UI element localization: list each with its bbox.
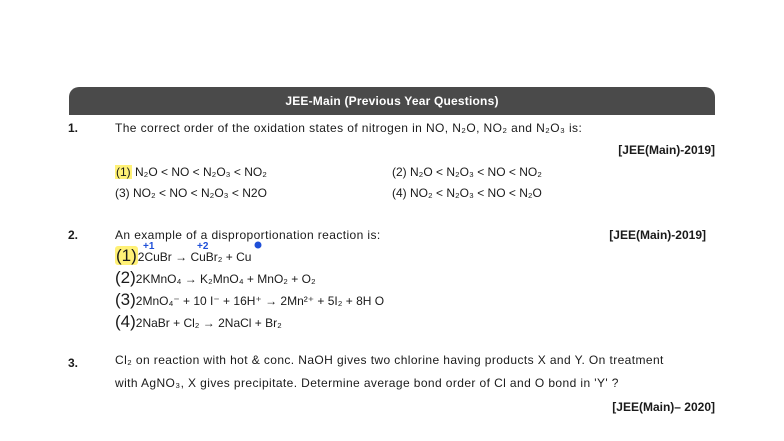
q2-option-2 — [115, 268, 316, 288]
question-2-text: An example of a disproportionation reaction is: — [115, 228, 381, 242]
section-header — [69, 87, 715, 115]
q2-option-2-number: (2) — [115, 268, 136, 287]
q2-option-2-text: 2KMnO₄ → K₂MnO₄ + MnO₂ + O₂ — [135, 272, 316, 286]
question-3-line-1: Cl₂ on reaction with hot & conc. NaOH gives two chlorine having products X and Y. On treatment — [115, 353, 664, 367]
q1-option-1 — [115, 165, 267, 179]
q2-option-1-number: (1) — [116, 246, 137, 265]
question-3-tag: [JEE(Main)– 2020] — [612, 400, 715, 414]
q1-option-3 — [115, 186, 267, 200]
q2-option-1-text: 2CuBr → CuBr₂ + Cu — [137, 250, 252, 264]
question-2-number: 2. — [68, 228, 79, 242]
q2-option-1 — [115, 246, 251, 266]
q1-option-3-number: (3) — [115, 186, 130, 200]
question-1-text: The correct order of the oxidation states of nitrogen in NO, N₂O, NO₂ and N₂O₃ is: — [115, 121, 583, 135]
ink-mark-plus2: +2 — [197, 241, 209, 252]
q1-option-2 — [392, 165, 542, 179]
question-3-number: 3. — [68, 356, 79, 370]
question-1-tag: [JEE(Main)-2019] — [618, 143, 715, 157]
q2-option-4-number: (4) — [115, 312, 136, 331]
q1-option-4-number: (4) — [392, 186, 407, 200]
section-title: JEE-Main (Previous Year Questions) — [285, 94, 499, 108]
q1-option-2-number: (2) — [392, 165, 407, 179]
q2-option-4 — [115, 312, 282, 332]
q2-option-3-text: 2MnO₄⁻ + 10 I⁻ + 16H⁺ → 2Mn²⁺ + 5I₂ + 8H O — [135, 294, 385, 308]
question-1-number: 1. — [68, 121, 79, 135]
question-2-tag: [JEE(Main)-2019] — [609, 228, 706, 242]
q2-option-3 — [115, 290, 384, 310]
ink-mark-zero — [255, 242, 262, 249]
q1-option-3-text: NO₂ < NO < N₂O₃ < N2O — [129, 186, 267, 200]
q1-option-1-text: N₂O < NO < N₂O₃ < NO₂ — [131, 165, 267, 179]
q2-option-4-text: 2NaBr + Cl₂ → 2NaCl + Br₂ — [135, 316, 282, 330]
question-3-line-2: with AgNO₃, X gives precipitate. Determine average bond order of Cl and O bond in 'Y' ? — [115, 376, 619, 390]
q1-option-1-number: (1) — [116, 165, 131, 179]
q1-option-2-text: N₂O < N₂O₃ < NO < NO₂ — [406, 165, 542, 179]
q2-option-3-number: (3) — [115, 290, 136, 309]
q1-option-4-text: NO₂ < N₂O₃ < NO < N₂O — [406, 186, 542, 200]
ink-mark-plus1: +1 — [143, 241, 155, 252]
q1-option-4 — [392, 186, 542, 200]
